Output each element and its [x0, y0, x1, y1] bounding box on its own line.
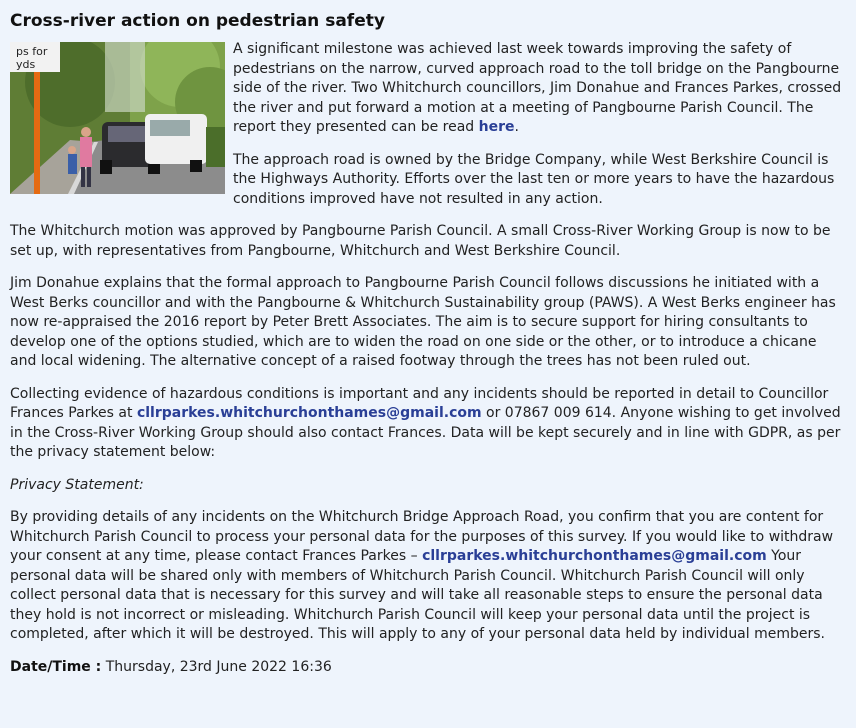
- street-photo-image: [10, 42, 225, 194]
- privacy-statement: By providing details of any incidents on the Whitchurch Bridge Approach Road, you confirm that you are content for Whitchurch Parish Council to process your personal data for the purposes of this survey. If you would like to withdraw your consent at any time, please contact Frances Parkes – cllrparkes.whitchurchonthames@gmail.com Your personal data will be shared only with members of Whitchurch Parish Council. Whitchurch Parish Council will only collect personal data that is necessary for this survey and will take all reasonable steps to ensure the personal data they hold is not incorrect or misleading. Whitchurch Parish Council will keep your personal data until the project is completed, after which it will be destroyed. This will apply to any of your personal data held by individual members.: [10, 509, 834, 642]
- paragraph-3: The Whitchurch motion was approved by Pangbourne Parish Council. A small Cross-River Working Group is now to be set up, with representatives from Pangbourne, Whitchurch and West Berkshire Council.: [10, 223, 831, 259]
- paragraph-2: The approach road is owned by the Bridge Company, while West Berkshire Council is the Highways Authority. Efforts over the last ten or more years to have the hazardous conditions improved have not resulted in any action.: [233, 151, 835, 207]
- article-title: Cross-river action on pedestrian safety: [10, 11, 385, 31]
- paragraph-5: Collecting evidence of hazardous conditions is important and any incidents should be reported in detail to Councillor Frances Parkes at cllrparkes.whitchurchonthames@gmail.com or 07867 009 614. Anyone wishing to get involved in the Cross-River Working Group should also contact Frances. Data will be kept securely and in line with GDPR, as per the privacy statement below:: [10, 385, 841, 460]
- sign-text-2: yds: [16, 58, 36, 71]
- report-link[interactable]: here: [478, 119, 515, 135]
- privacy-heading: Privacy Statement:: [10, 476, 144, 493]
- datetime: [10, 658, 846, 678]
- datetime-value: Thursday, 23rd June 2022 16:36: [101, 658, 332, 675]
- email-link[interactable]: cllrparkes.whitchurchonthames@gmail.com: [136, 405, 482, 421]
- article-photo: [10, 42, 225, 194]
- paragraph-4: Jim Donahue explains that the formal approach to Pangbourne Parish Council follows discussions he initiated with a West Berks councillor and with the Pangbourne & Whitchurch Sustainability group (PAWS). A West Berks engineer has now re-appraised the 2016 report by Peter Brett Associates. The aim is to secure support for hiring consultants to develop one of the options studied, which are to widen the road on one side or the other, or to introduce a chicane and local widening. The alternative concept of a raised footway through the trees has not been ruled out.: [10, 275, 836, 369]
- sign-text: ps for: [16, 45, 48, 58]
- paragraph-1: A significant milestone was achieved last week towards improving the safety of pedestrians on the narrow, curved approach road to the toll bridge on the Pangbourne side of the river. Two Whitchurch councillors, Jim Donahue and Frances Parkes, crossed the river and put forward a motion at a meeting of Pangbourne Parish Council. The report they presented can be read here.: [233, 41, 842, 135]
- datetime-label: Date/Time :: [10, 658, 102, 675]
- privacy-email-link[interactable]: cllrparkes.whitchurchonthames@gmail.com: [422, 548, 767, 564]
